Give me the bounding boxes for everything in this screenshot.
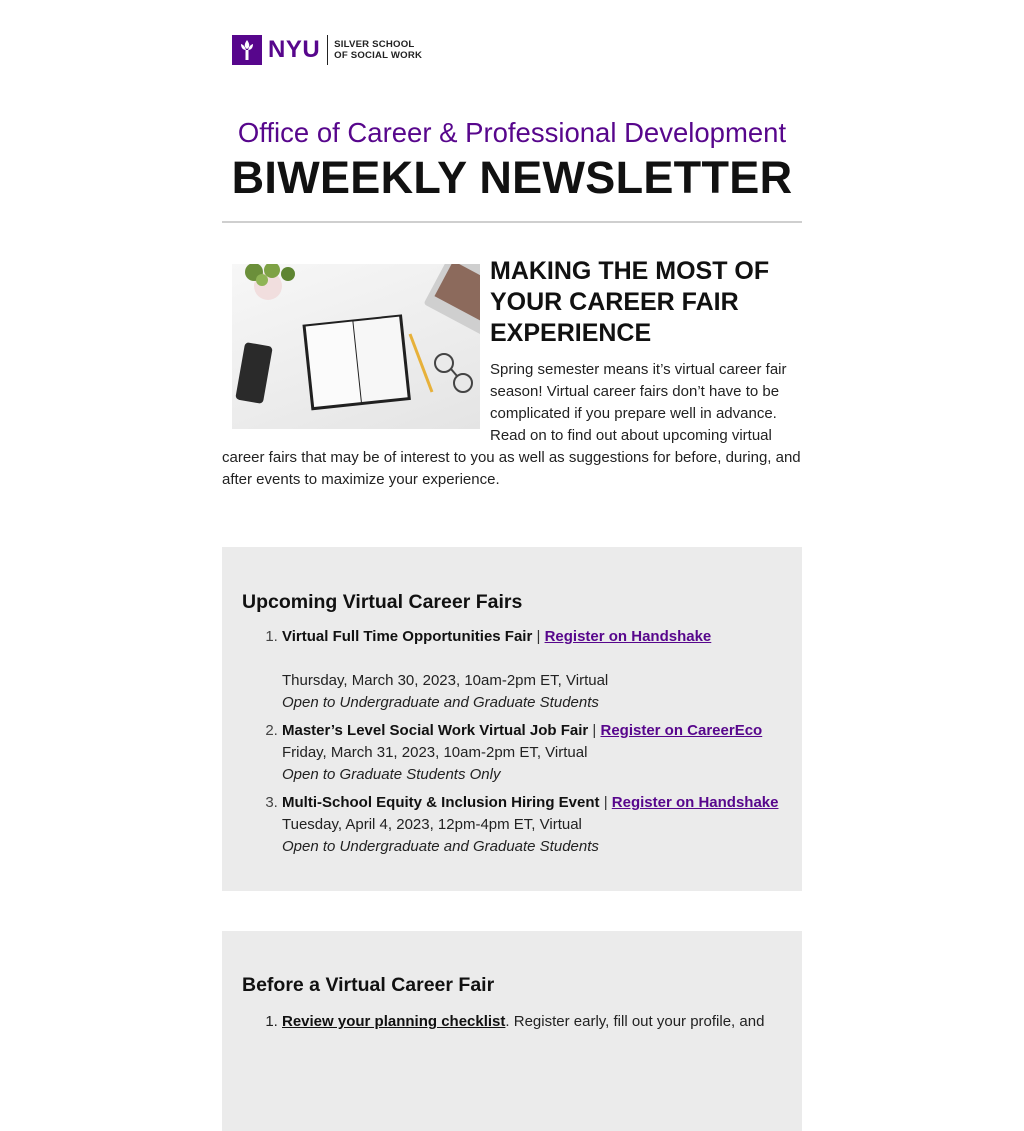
fair-date: Friday, March 31, 2023, 10am-2pm ET, Virtual	[282, 744, 588, 761]
before-fair-section	[222, 931, 802, 1131]
tip-text: . Register early, fill out your profile, and	[505, 1013, 765, 1030]
list-item	[282, 626, 822, 714]
logo-school-line1: SILVER SCHOOL	[334, 39, 415, 50]
fair-name: Master’s Level Social Work Virtual Job Fair	[282, 722, 589, 739]
logo-divider	[327, 35, 328, 65]
intro-body: Spring semester means it’s virtual career fair season! Virtual career fairs don’t have to be complicated if you prepare well in advance. Read on to find out about upcoming virtual career fairs that may be of interest to you as well as suggestions for before, during, and after events to maximize your experience.	[222, 361, 801, 488]
tip-name: Review your planning checklist	[282, 1013, 506, 1030]
fair-date: Thursday, March 30, 2023, 10am-2pm ET, Virtual	[282, 672, 609, 689]
before-fair-heading: Before a Virtual Career Fair	[242, 974, 495, 996]
header-divider	[222, 221, 802, 223]
list-item	[282, 1011, 822, 1033]
newsletter-title: BIWEEKLY NEWSLETTER	[231, 152, 793, 203]
torch-icon	[232, 35, 262, 65]
fair-date: Tuesday, April 4, 2023, 12pm-4pm ET, Virtual	[282, 816, 582, 833]
list-item	[282, 792, 822, 858]
fair-name: Virtual Full Time Opportunities Fair	[282, 628, 533, 645]
logo-school-name	[334, 39, 422, 61]
list-item	[282, 720, 822, 786]
nyu-logo[interactable]	[232, 35, 422, 65]
fair-audience: Open to Graduate Students Only	[282, 766, 501, 783]
logo-school-line2: OF SOCIAL WORK	[334, 50, 423, 61]
spacer	[282, 648, 822, 670]
register-link-careereco[interactable]: Register on CareerEco	[600, 722, 763, 739]
separator: |	[536, 628, 541, 645]
register-link-handshake[interactable]: Register on Handshake	[544, 628, 712, 645]
logo-nyu-text: NYU	[268, 36, 321, 63]
register-link-handshake[interactable]: Register on Handshake	[611, 794, 779, 811]
upcoming-fairs-heading: Upcoming Virtual Career Fairs	[242, 591, 523, 613]
intro-heading: MAKING THE MOST OF YOUR CAREER FAIR EXPERIENCE	[490, 257, 770, 347]
fair-name: Multi-School Equity & Inclusion Hiring Event	[282, 794, 600, 811]
separator: |	[603, 794, 608, 811]
office-title: Office of Career & Professional Development	[237, 117, 787, 148]
before-list	[242, 1011, 822, 1033]
fairs-list	[242, 626, 822, 864]
upcoming-fairs-section	[222, 547, 802, 891]
intro-article	[222, 256, 802, 491]
separator: |	[592, 722, 597, 739]
fair-audience: Open to Undergraduate and Graduate Students	[282, 694, 599, 711]
desk-notebook-photo	[232, 264, 480, 429]
fair-audience: Open to Undergraduate and Graduate Students	[282, 838, 599, 855]
